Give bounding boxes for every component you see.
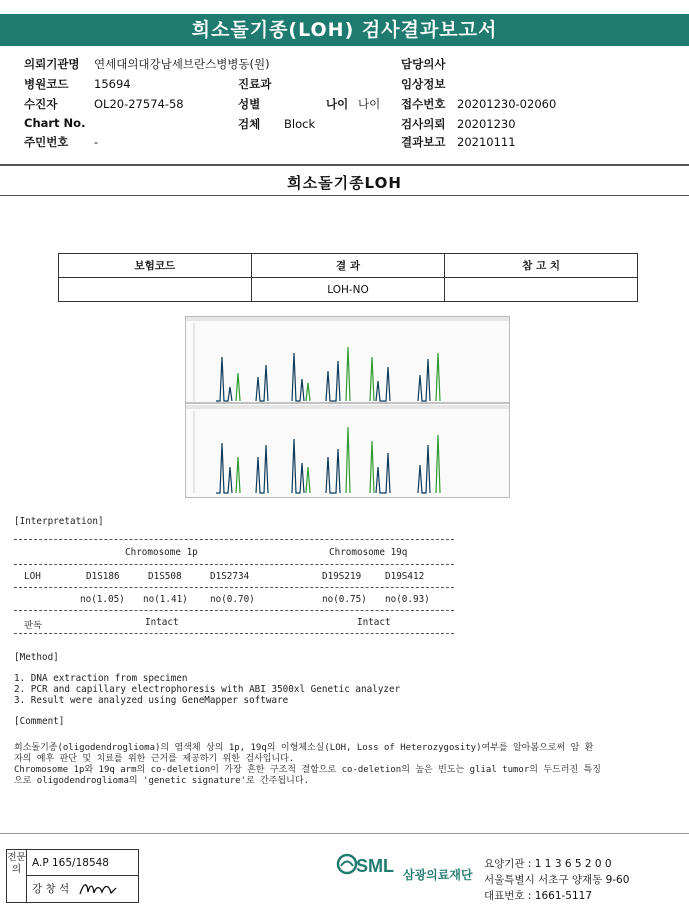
info-value: 20201230-02060 <box>457 97 557 111</box>
info-resident-no <box>24 134 98 150</box>
info-client <box>24 56 270 72</box>
method-title: [Method] <box>14 652 59 663</box>
value-d19s412: no(0.93) <box>385 594 430 605</box>
comment-line: 자의 예후 판단 및 치료를 위한 근거를 제공하기 위한 검사입니다. <box>14 754 295 764</box>
comment-title: [Comment] <box>14 716 65 727</box>
header-divider <box>0 164 689 166</box>
info-value: OL20-27574-58 <box>94 97 184 111</box>
method-item: 1. DNA extraction from specimen <box>14 673 188 684</box>
interpretation-title: [Interpretation] <box>14 516 104 527</box>
dash-line <box>14 610 454 611</box>
footer-divider <box>0 833 689 834</box>
value-d1s2734: no(0.70) <box>210 594 255 605</box>
phone: 대표번호 : 1661-5117 <box>484 890 593 902</box>
header-result: 결 과 <box>251 254 445 278</box>
info-label: 나이 <box>326 97 349 111</box>
verdict-19q: Intact <box>357 617 391 628</box>
value-d1s186: no(1.05) <box>80 594 125 605</box>
header-code: 보험코드 <box>59 254 252 278</box>
info-age <box>326 96 380 112</box>
address: 서울특별시 서초구 양재동 9-60 <box>484 874 630 886</box>
stamp-name-row <box>27 876 138 902</box>
signature-icon <box>78 880 118 898</box>
header-reference: 참 고 치 <box>445 254 638 278</box>
cell-result: LOH-NO <box>251 278 445 302</box>
info-value: 20201230 <box>457 117 516 131</box>
info-value: - <box>94 135 99 149</box>
info-label: 성별 <box>238 97 261 111</box>
marker-d1s508: D1S508 <box>148 571 182 582</box>
dash-line <box>14 539 454 540</box>
info-label: Chart No. <box>24 116 86 130</box>
info-label: 결과보고 <box>401 135 446 149</box>
method-item: 2. PCR and capillary electrophoresis with ABI 3500xl Genetic analyzer <box>14 684 401 695</box>
dash-line <box>14 587 454 588</box>
section-divider <box>0 195 689 196</box>
info-value: 나이 <box>358 97 381 111</box>
foundation-name: 삼광의료재단 <box>403 868 473 882</box>
info-doctor <box>401 56 457 72</box>
info-label: 임상정보 <box>401 77 446 91</box>
value-d1s508: no(1.41) <box>143 594 188 605</box>
dash-line <box>14 564 454 565</box>
result-table <box>58 253 638 302</box>
info-value: 연세대의대강남세브란스병병동(원) <box>94 57 270 71</box>
section-title: 희소돌기종LOH <box>287 174 402 192</box>
info-label: 접수번호 <box>401 97 446 111</box>
specialist-stamp <box>6 849 139 903</box>
info-receipt-no <box>401 96 556 112</box>
info-chart-no <box>24 116 94 130</box>
comment-line: 으로 oligodendroglioma의 'genetic signature'로 간주됩니다. <box>14 776 309 786</box>
stamp-license: A.P 165/18548 <box>27 850 138 876</box>
info-label: 검사의뢰 <box>401 117 446 131</box>
marker-d19s412: D19S412 <box>385 571 425 582</box>
chromosome-19q-label: Chromosome 19q <box>329 547 408 558</box>
marker-d1s2734: D1S2734 <box>210 571 250 582</box>
method-item: 3. Result were analyzed using GeneMapper software <box>14 695 289 706</box>
cell-reference <box>445 278 638 302</box>
stamp-name: 강 창 석 <box>32 883 70 895</box>
verdict-1p: Intact <box>145 617 179 628</box>
info-hospital-code <box>24 76 131 92</box>
info-sex <box>238 96 284 112</box>
electropherogram-image <box>185 316 510 498</box>
info-value: 15694 <box>94 77 131 91</box>
cell-code <box>59 278 252 302</box>
agency-code: 요양기관 : 1 1 3 6 5 2 0 0 <box>484 858 612 870</box>
dash-line <box>14 633 454 634</box>
loh-row-label: LOH <box>24 571 41 582</box>
sml-logo-icon <box>336 853 358 875</box>
info-patient <box>24 96 184 112</box>
comment-line: 희소돌기종(oligodendroglioma)의 염색체 상의 1p, 19q의 이형체소실(LOH, Loss of Heterozygosity)여부를 알아봄으로써 암 환 <box>14 743 594 753</box>
info-label: 검체 <box>238 117 261 131</box>
sml-logo-text: SML <box>356 856 394 876</box>
info-value: 20210111 <box>457 135 516 149</box>
info-label: 담당의사 <box>401 57 446 71</box>
report-title: 희소돌기종(LOH) 검사결과보고서 <box>0 14 689 46</box>
stamp-vertical-label: 전문의 <box>7 850 27 902</box>
info-label: 수진자 <box>24 97 58 111</box>
info-department <box>238 76 284 92</box>
value-d19s219: no(0.75) <box>322 594 367 605</box>
chromosome-1p-label: Chromosome 1p <box>125 547 198 558</box>
info-label: 의뢰기관명 <box>24 57 80 71</box>
verdict-label: 판독 <box>24 620 42 631</box>
info-specimen <box>238 116 315 132</box>
info-clinical <box>401 76 457 92</box>
info-label: 주민번호 <box>24 135 69 149</box>
comment-line: Chromosome 1p와 19q arm의 co-deletion이 가장 흔한 구조적 결함으로 co-deletion의 높은 빈도는 glial tumor의 두드러진 특징 <box>14 765 601 775</box>
info-label: 진료과 <box>238 77 272 91</box>
electropherogram-svg <box>186 317 509 497</box>
marker-d19s219: D19S219 <box>322 571 362 582</box>
marker-d1s186: D1S186 <box>86 571 120 582</box>
info-report-date <box>401 134 516 150</box>
info-value: Block <box>284 117 316 131</box>
info-request-date <box>401 116 516 132</box>
info-label: 병원코드 <box>24 77 69 91</box>
